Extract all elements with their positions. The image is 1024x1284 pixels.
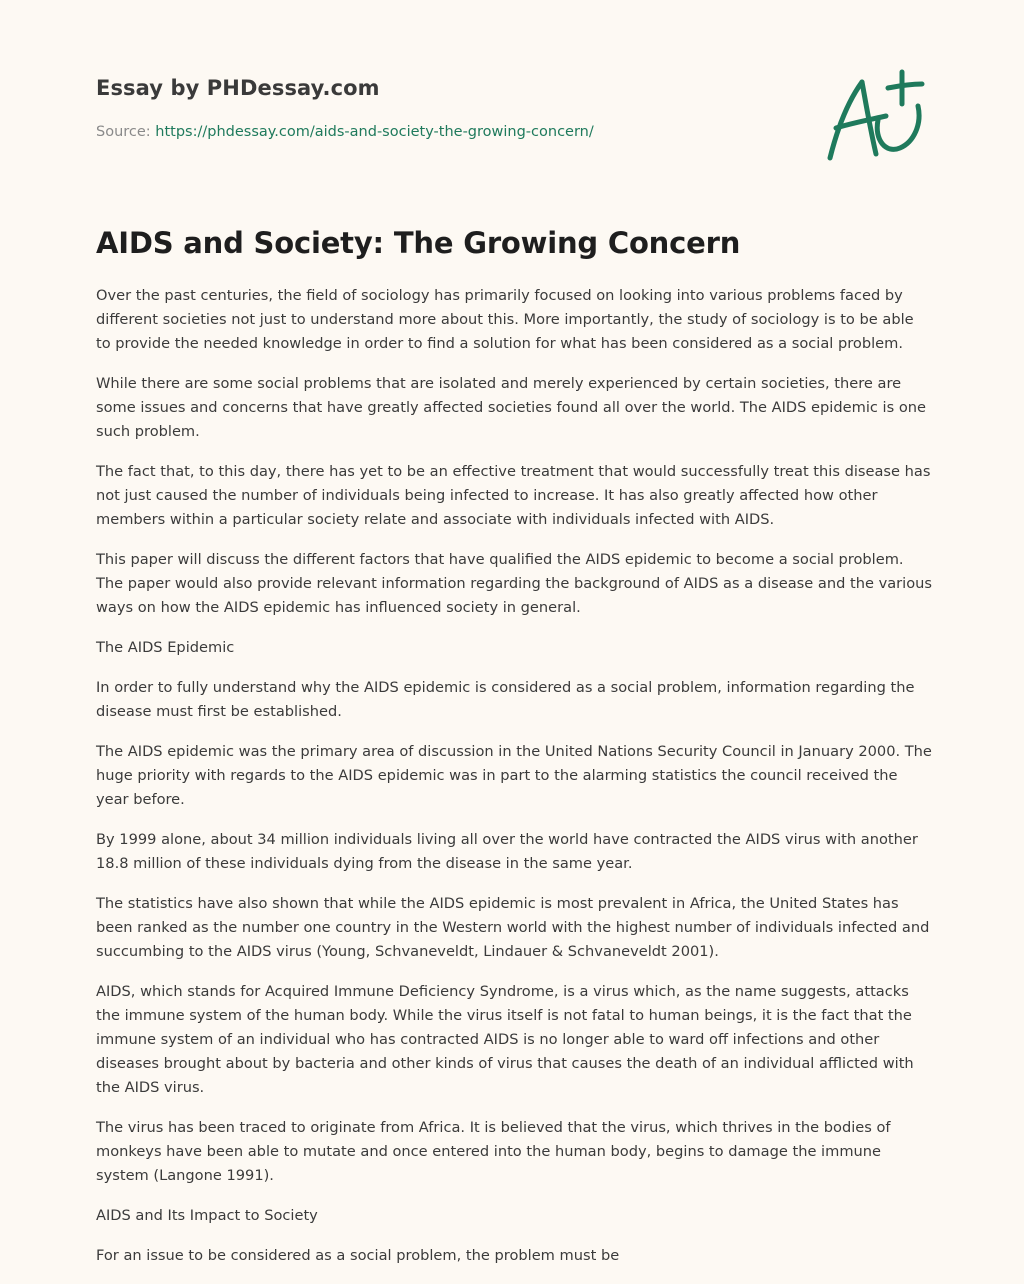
- paragraph: For an issue to be considered as a social problem, the problem must be: [96, 1247, 620, 1264]
- essay-body: [96, 284, 932, 1284]
- a-plus-logo-icon: [822, 68, 932, 168]
- paragraph: The virus has been traced to originate from Africa. It is believed that the virus, which thrives in the bodies of monkeys have been able to mutate and once entered into the human body, begins to damage the immune system (Langone 1991).: [96, 1119, 891, 1184]
- source-label: Source:: [96, 124, 151, 140]
- section-heading: The AIDS Epidemic: [96, 639, 235, 656]
- paragraph: By 1999 alone, about 34 million individuals living all over the world have contracted the AIDS virus with another 18.8 million of these individuals dying from the disease in the same year.: [96, 831, 918, 872]
- paragraph: The AIDS epidemic was the primary area of discussion in the United Nations Security Council in January 2000. The huge priority with regards to the AIDS epidemic was in part to the alarming statistics the council received the year before.: [96, 743, 932, 808]
- paragraph: Over the past centuries, the field of sociology has primarily focused on looking into various problems faced by different societies not just to understand more about this. More importantly, the study of sociology is to be able to provide the needed knowledge in order to find a solution for what has been considered as a social problem.: [96, 287, 914, 352]
- paragraph: This paper will discuss the different factors that have qualified the AIDS epidemic to become a social problem. The paper would also provide relevant information regarding the background of AIDS as a disease and the various ways on how the AIDS epidemic has influenced society in general.: [96, 551, 932, 616]
- source-line: [96, 124, 594, 140]
- section-heading: AIDS and Its Impact to Society: [96, 1207, 318, 1224]
- paragraph: The statistics have also shown that while the AIDS epidemic is most prevalent in Africa, the United States has been ranked as the number one country in the Western world with the highest number of individuals infected and succumbing to the AIDS virus (Young, Schvaneveldt, Lindauer & Schvaneveldt 2001).: [96, 895, 930, 960]
- site-title: Essay by PHDessay.com: [96, 76, 380, 100]
- source-link[interactable]: https://phdessay.com/aids-and-society-the-growing-concern/: [155, 124, 594, 140]
- paragraph: AIDS, which stands for Acquired Immune Deficiency Syndrome, is a virus which, as the name suggests, attacks the immune system of the human body. While the virus itself is not fatal to human beings, it is the fact that the immune system of an individual who has contracted AIDS is no longer able to ward off infections and other diseases brought about by bacteria and other kinds of virus that causes the death of an individual afflicted with the AIDS virus.: [96, 983, 914, 1096]
- essay-title: AIDS and Society: The Growing Concern: [96, 226, 741, 260]
- paragraph: In order to fully understand why the AIDS epidemic is considered as a social problem, information regarding the disease must first be established.: [96, 679, 915, 720]
- paragraph: The fact that, to this day, there has yet to be an effective treatment that would successfully treat this disease has not just caused the number of individuals being infected to increase. It has also greatly affected how other members within a particular society relate and associate with individuals infected with AIDS.: [96, 463, 931, 528]
- paragraph: While there are some social problems that are isolated and merely experienced by certain societies, there are some issues and concerns that have greatly affected societies found all over the world. The AIDS epidemic is one such problem.: [96, 375, 926, 440]
